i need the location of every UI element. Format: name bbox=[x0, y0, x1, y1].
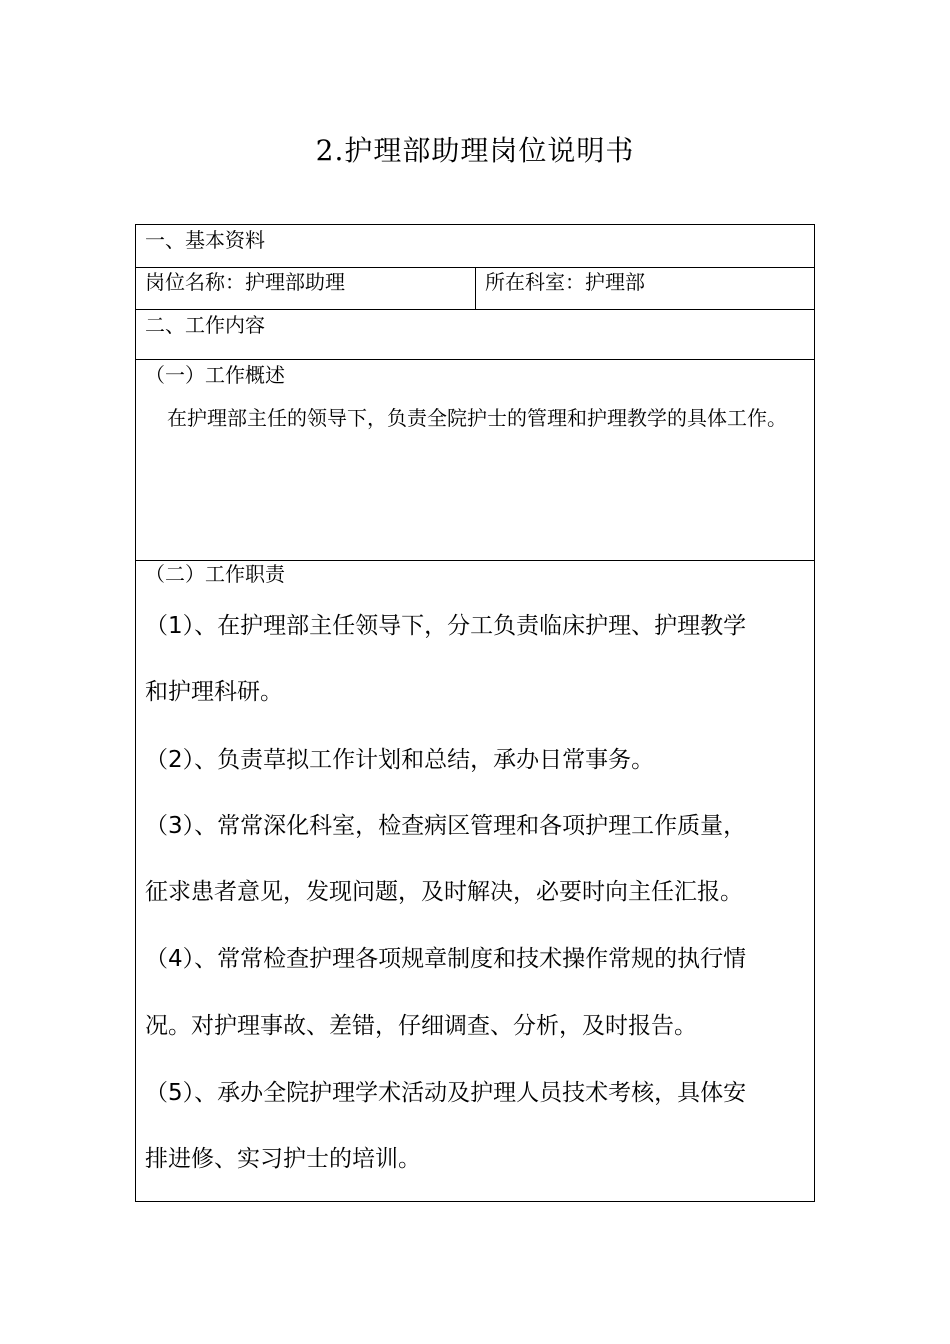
document-title: 2.护理部助理岗位说明书 bbox=[315, 134, 635, 167]
overview-heading: （一）工作概述 bbox=[145, 363, 285, 387]
duty-line: 和护理科研。 bbox=[145, 679, 283, 705]
duties-heading: （二）工作职责 bbox=[145, 562, 285, 586]
basic-info-row bbox=[136, 268, 814, 310]
overview-row bbox=[136, 360, 814, 561]
duty-line: （3）、常常深化科室，检查病区管理和各项护理工作质量， bbox=[145, 813, 747, 839]
duty-line: （2）、负责草拟工作计划和总结，承办日常事务。 bbox=[145, 747, 655, 773]
duty-line: 征求患者意见，发现问题，及时解决，必要时向主任汇报。 bbox=[145, 879, 743, 905]
work-content-heading-row bbox=[136, 310, 814, 360]
duty-line: （5）、承办全院护理学术活动及护理人员技术考核，具体安 bbox=[145, 1080, 747, 1106]
basic-info-heading: 一、基本资料 bbox=[145, 228, 265, 252]
department: 所在科室：护理部 bbox=[485, 270, 645, 294]
duty-line: （1）、在护理部主任领导下，分工负责临床护理、护理教学 bbox=[145, 613, 747, 639]
duty-line: 况。对护理事故、差错，仔细调查、分析，及时报告。 bbox=[145, 1013, 697, 1039]
column-divider bbox=[475, 268, 476, 309]
work-content-heading: 二、工作内容 bbox=[145, 313, 265, 337]
duty-line: （4）、常常检查护理各项规章制度和技术操作常规的执行情 bbox=[145, 946, 747, 972]
position-name: 岗位名称：护理部助理 bbox=[145, 270, 345, 294]
job-description-table bbox=[135, 224, 815, 1202]
overview-body: 在护理部主任的领导下，负责全院护士的管理和护理教学的具体工作。 bbox=[167, 406, 787, 430]
basic-info-heading-row bbox=[136, 225, 814, 268]
duty-line: 排进修、实习护士的培训。 bbox=[145, 1146, 421, 1172]
duties-row bbox=[136, 561, 814, 1201]
